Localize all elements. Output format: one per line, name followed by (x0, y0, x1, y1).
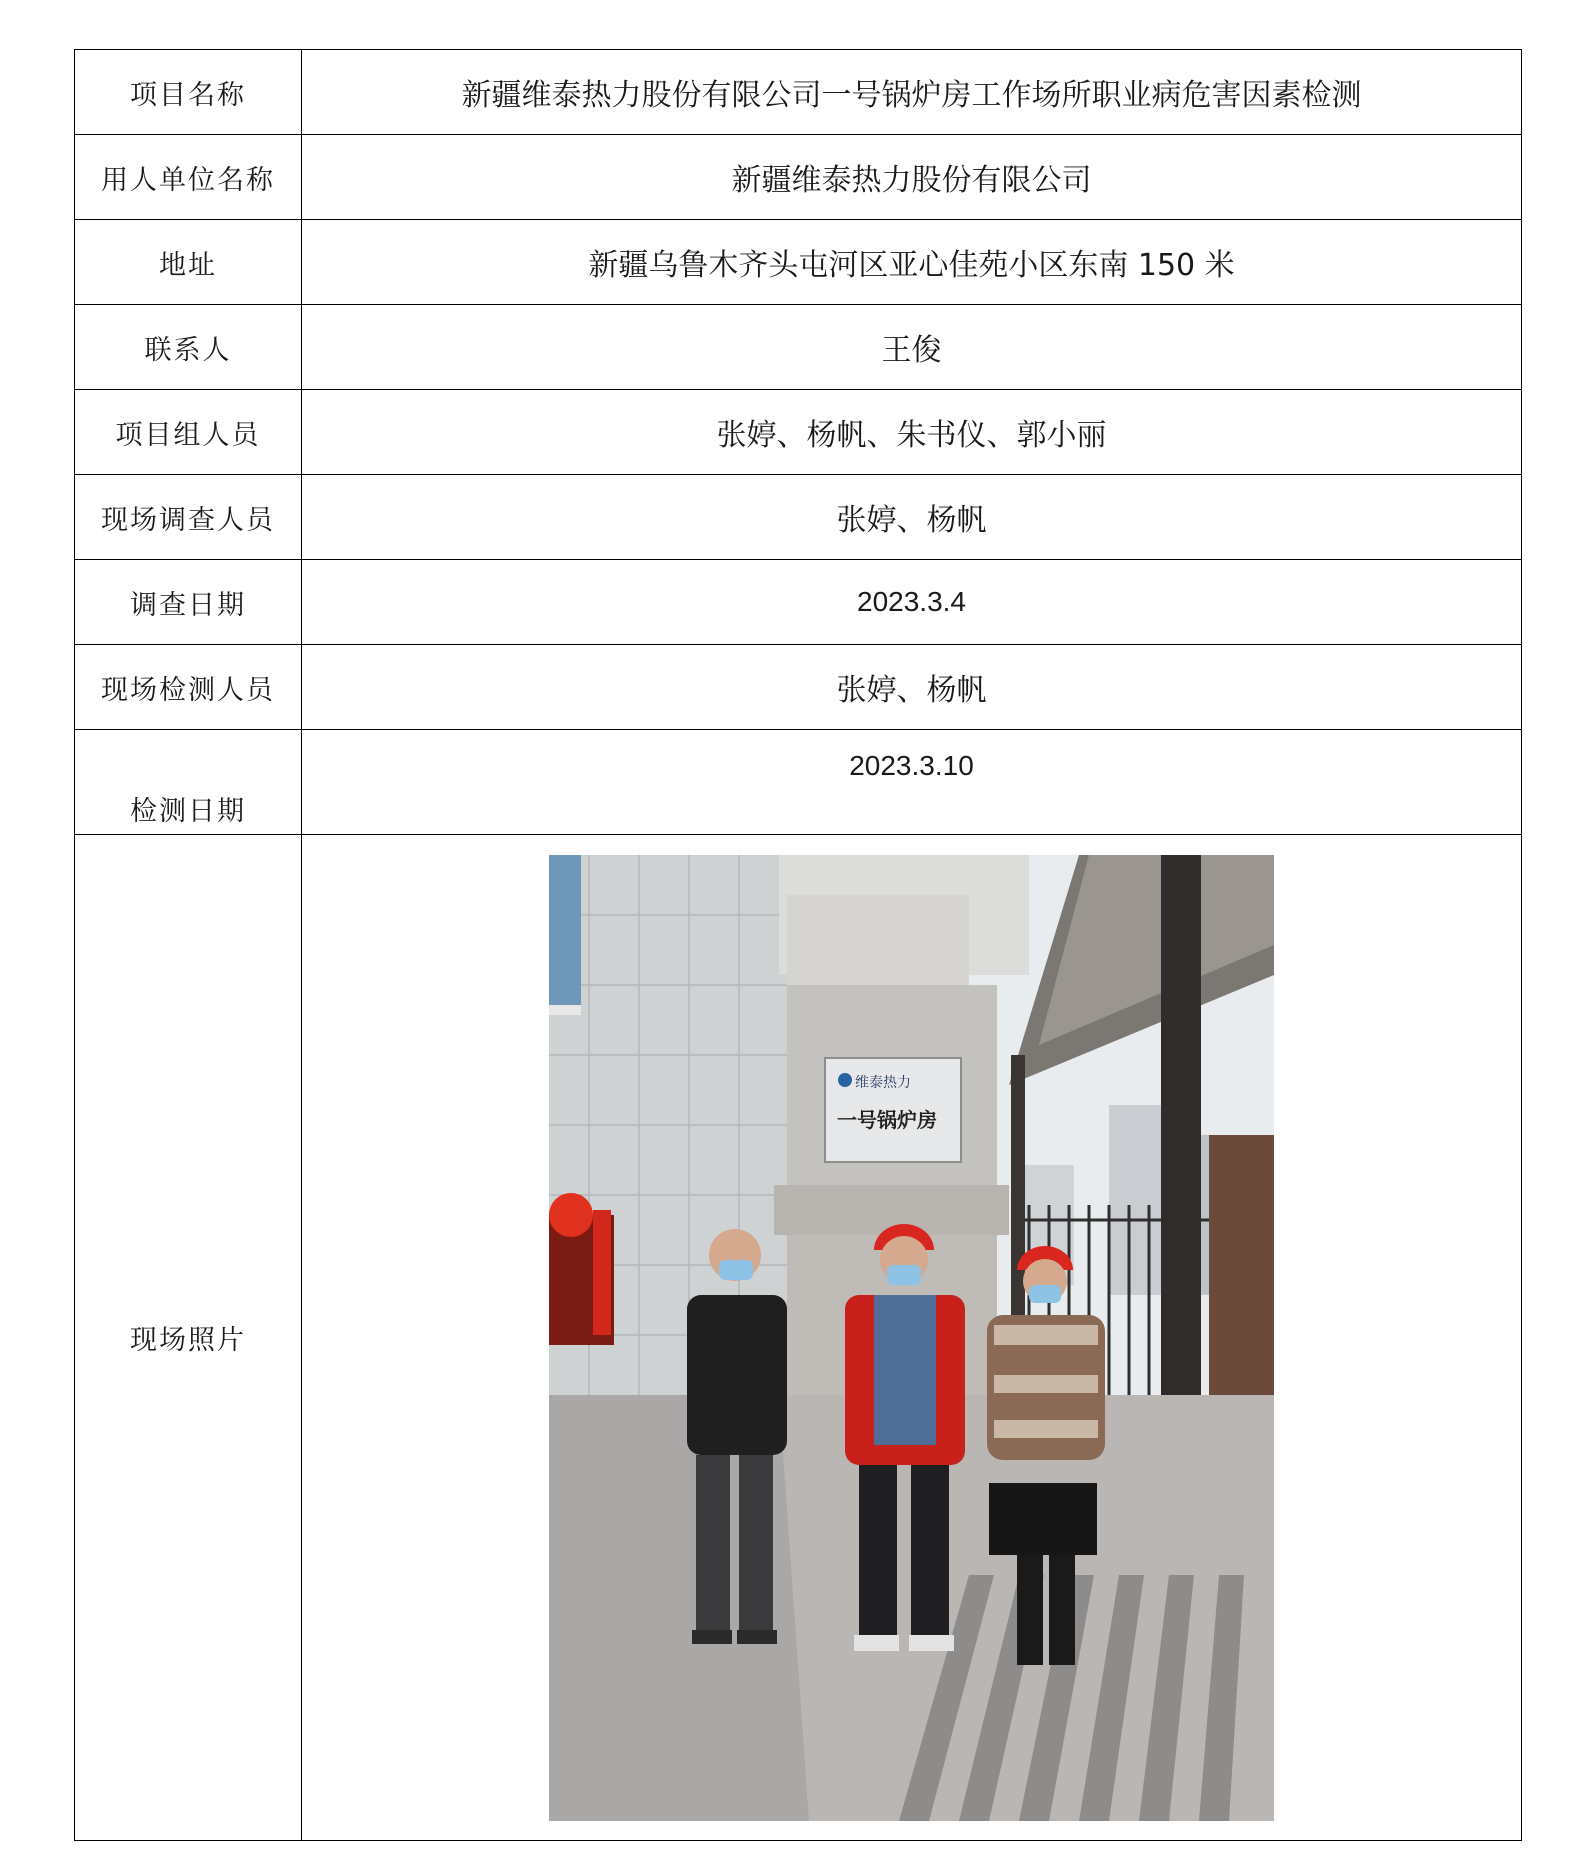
contact-value: 王俊 (302, 305, 1522, 390)
survey-date-value: 2023.3.4 (302, 560, 1522, 645)
employer-value: 新疆维泰热力股份有限公司 (302, 135, 1522, 220)
row-test-date (75, 730, 1522, 835)
row-address (75, 220, 1522, 305)
row-survey-date (75, 560, 1522, 645)
address-label: 地址 (75, 220, 302, 305)
row-team (75, 390, 1522, 475)
row-test-staff (75, 645, 1522, 730)
site-photo-cell (302, 835, 1522, 1841)
site-photo-label: 现场照片 (75, 835, 302, 1841)
info-table (74, 49, 1522, 1841)
survey-staff-value: 张婷、杨帆 (302, 475, 1522, 560)
sign-brand-text: 维泰热力 (855, 1074, 911, 1091)
address-value: 新疆乌鲁木齐头屯河区亚心佳苑小区东南 150 米 (302, 220, 1522, 305)
row-contact (75, 305, 1522, 390)
survey-date-label: 调查日期 (75, 560, 302, 645)
test-date-label: 检测日期 (75, 730, 302, 835)
row-employer (75, 135, 1522, 220)
site-photo (549, 855, 1274, 1821)
sign-main-text: 一号锅炉房 (837, 1107, 937, 1132)
row-project-name (75, 50, 1522, 135)
row-survey-staff (75, 475, 1522, 560)
test-date-value: 2023.3.10 (302, 730, 1522, 835)
survey-staff-label: 现场调查人员 (75, 475, 302, 560)
test-staff-value: 张婷、杨帆 (302, 645, 1522, 730)
project-name-value: 新疆维泰热力股份有限公司一号锅炉房工作场所职业病危害因素检测 (302, 50, 1522, 135)
row-site-photo (75, 835, 1522, 1841)
project-name-label: 项目名称 (75, 50, 302, 135)
contact-label: 联系人 (75, 305, 302, 390)
test-staff-label: 现场检测人员 (75, 645, 302, 730)
team-value: 张婷、杨帆、朱书仪、郭小丽 (302, 390, 1522, 475)
employer-label: 用人单位名称 (75, 135, 302, 220)
team-label: 项目组人员 (75, 390, 302, 475)
